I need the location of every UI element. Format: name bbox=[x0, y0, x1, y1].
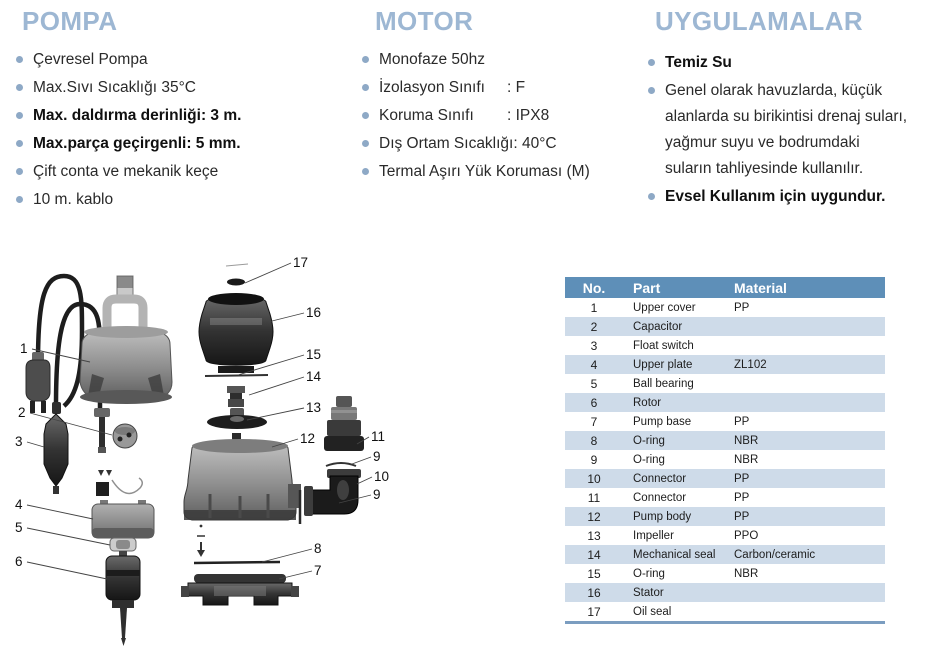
plug-part bbox=[26, 352, 50, 413]
cell-material: NBR bbox=[734, 567, 759, 580]
spec-text: Monofaze 50hz bbox=[379, 51, 485, 68]
spec-item bbox=[362, 162, 642, 181]
diagram-callout-8: 8 bbox=[314, 541, 322, 556]
bullet-icon bbox=[648, 193, 655, 200]
diagram-callout-14: 14 bbox=[306, 369, 322, 384]
section-pompa bbox=[16, 6, 346, 218]
spec-item bbox=[362, 50, 642, 69]
float-switch-part bbox=[44, 402, 68, 494]
cell-part: Connector bbox=[633, 491, 687, 504]
parts-table-header bbox=[565, 277, 885, 298]
spec-text: Dış Ortam Sıcaklığı: 40°C bbox=[379, 135, 557, 152]
bullet-icon bbox=[16, 140, 23, 147]
callout-leader-line bbox=[247, 408, 304, 420]
parts-table-body bbox=[565, 298, 885, 621]
cell-material: ZL102 bbox=[734, 358, 767, 371]
table-row bbox=[565, 317, 885, 336]
diagram-callout-5: 5 bbox=[15, 520, 23, 535]
spec-item bbox=[648, 78, 910, 182]
bullet-icon bbox=[16, 112, 23, 119]
rotor-part bbox=[106, 551, 140, 646]
cell-no: 3 bbox=[590, 338, 598, 353]
cell-part: Rotor bbox=[633, 396, 662, 409]
diagram-callout-10: 10 bbox=[374, 469, 390, 484]
impeller-part bbox=[207, 408, 267, 440]
diagram-callout-16: 16 bbox=[306, 305, 322, 320]
cell-part: Upper cover bbox=[633, 301, 696, 314]
cell-part: Capacitor bbox=[633, 320, 683, 333]
cell-material: PP bbox=[734, 510, 750, 523]
upper-plate-part bbox=[92, 500, 154, 538]
bullet-icon bbox=[16, 168, 23, 175]
diagram-callout-17: 17 bbox=[293, 255, 309, 270]
upper-cover-part bbox=[80, 276, 172, 404]
diagram-callout-1: 1 bbox=[20, 341, 28, 356]
bullet-icon bbox=[362, 140, 369, 147]
cell-part: Ball bearing bbox=[633, 377, 694, 390]
table-row bbox=[565, 431, 885, 450]
cell-part: Upper plate bbox=[633, 358, 693, 371]
spec-text: Çevresel Pompa bbox=[33, 51, 148, 68]
spec-text: Evsel Kullanım için uygundur. bbox=[665, 188, 886, 205]
o-ring-8 bbox=[194, 562, 280, 563]
table-row bbox=[565, 526, 885, 545]
header-part: Part bbox=[633, 279, 661, 296]
bullet-icon bbox=[16, 196, 23, 203]
motor-title: MOTOR bbox=[375, 6, 474, 36]
callout-leader-line bbox=[245, 263, 291, 283]
cell-part: Pump base bbox=[633, 415, 692, 428]
cell-part: Pump body bbox=[633, 510, 692, 523]
table-row bbox=[565, 564, 885, 583]
pump-body-part bbox=[184, 439, 301, 520]
diagram-callout-12: 12 bbox=[300, 431, 316, 446]
cell-material: PP bbox=[734, 415, 750, 428]
table-row bbox=[565, 355, 885, 374]
spec-value: : IPX8 bbox=[507, 107, 550, 124]
section-uygulamalar bbox=[648, 6, 910, 212]
spec-item bbox=[362, 106, 642, 125]
callout-leader-line bbox=[262, 549, 312, 562]
table-row bbox=[565, 545, 885, 564]
callout-leader-line bbox=[27, 505, 93, 519]
spec-text: Max.parça geçirgenli: 5 mm. bbox=[33, 135, 241, 152]
cell-no: 16 bbox=[587, 585, 601, 600]
bullet-icon bbox=[362, 84, 369, 91]
cell-no: 5 bbox=[590, 376, 598, 391]
table-row bbox=[565, 507, 885, 526]
cell-no: 15 bbox=[587, 566, 601, 581]
small-hardware bbox=[96, 470, 142, 496]
spec-item bbox=[16, 106, 346, 125]
cell-part: O-ring bbox=[633, 434, 665, 447]
o-ring-9a bbox=[326, 463, 356, 466]
spec-text: Genel olarak havuzlarda, küçük alanlarda su birikintisi drenaj suları, yağmur suyu ve bodrumdaki suların tahliyesinde kullanılır. bbox=[665, 82, 908, 177]
table-row bbox=[565, 412, 885, 431]
bullet-icon bbox=[362, 168, 369, 175]
pompa-list bbox=[16, 50, 346, 209]
header-no: No. bbox=[582, 279, 606, 296]
spec-item bbox=[16, 190, 346, 209]
spec-text: Termal Aşırı Yük Koruması (M) bbox=[379, 163, 590, 180]
spec-text: Çift conta ve mekanik keçe bbox=[33, 163, 219, 180]
bullet-icon bbox=[16, 56, 23, 63]
cell-part: Float switch bbox=[633, 339, 694, 352]
cell-no: 1 bbox=[590, 300, 598, 315]
stator-part bbox=[199, 293, 273, 373]
table-row bbox=[565, 602, 885, 621]
bullet-icon bbox=[362, 112, 369, 119]
spec-item bbox=[16, 78, 346, 97]
bullet-icon bbox=[362, 56, 369, 63]
diagram-callout-9: 9 bbox=[373, 449, 381, 464]
spec-text: Koruma Sınıfı bbox=[379, 107, 474, 124]
cell-no: 12 bbox=[587, 509, 601, 524]
ball-bearing-part bbox=[110, 538, 136, 551]
cell-part: Impeller bbox=[633, 529, 674, 542]
cell-part: O-ring bbox=[633, 567, 665, 580]
cell-no: 17 bbox=[587, 604, 601, 619]
cell-material: NBR bbox=[734, 434, 759, 447]
fastener-marks bbox=[197, 525, 205, 557]
diagram-callout-11: 11 bbox=[371, 429, 386, 444]
parts-table bbox=[565, 277, 885, 624]
callout-leader-line bbox=[27, 562, 107, 579]
spec-text: Temiz Su bbox=[665, 54, 732, 71]
spec-text: Max.Sıvı Sıcaklığı 35°C bbox=[33, 79, 196, 96]
table-row bbox=[565, 583, 885, 602]
elbow-connector-part bbox=[304, 469, 361, 516]
cell-no: 7 bbox=[590, 414, 598, 429]
bullet-icon bbox=[648, 87, 655, 94]
oil-seal-part bbox=[226, 264, 248, 286]
table-row bbox=[565, 488, 885, 507]
uygulamalar-title: UYGULAMALAR bbox=[655, 6, 864, 36]
table-row bbox=[565, 469, 885, 488]
cell-no: 9 bbox=[590, 452, 598, 467]
callout-leader-line bbox=[27, 442, 44, 447]
table-row bbox=[565, 336, 885, 355]
mechanical-seal-part bbox=[227, 386, 245, 407]
spec-item bbox=[648, 184, 910, 210]
bullet-icon bbox=[16, 84, 23, 91]
cell-material: PP bbox=[734, 491, 750, 504]
diagram-callout-4: 4 bbox=[15, 497, 23, 512]
o-ring-15 bbox=[205, 375, 268, 376]
motor-list bbox=[362, 50, 642, 181]
spec-item bbox=[16, 162, 346, 181]
cell-no: 6 bbox=[590, 395, 598, 410]
cell-no: 2 bbox=[590, 319, 598, 334]
diagram-callout-13: 13 bbox=[306, 400, 322, 415]
spec-text: İzolasyon Sınıfı bbox=[379, 79, 485, 96]
cell-no: 8 bbox=[590, 433, 598, 448]
callout-leader-line bbox=[357, 477, 372, 484]
cell-no: 11 bbox=[587, 490, 601, 505]
spec-item bbox=[16, 50, 346, 69]
cell-part: Oil seal bbox=[633, 605, 672, 618]
capacitor-part bbox=[94, 408, 137, 453]
cell-no: 14 bbox=[587, 547, 601, 562]
connector-11-part bbox=[324, 396, 364, 451]
spec-item bbox=[362, 134, 642, 153]
diagram-callout-6: 6 bbox=[15, 554, 23, 569]
bullet-icon bbox=[648, 59, 655, 66]
spec-value: : F bbox=[507, 79, 526, 96]
cell-part: Mechanical seal bbox=[633, 548, 716, 561]
cell-part: O-ring bbox=[633, 453, 665, 466]
table-row bbox=[565, 450, 885, 469]
header-material: Material bbox=[734, 279, 787, 296]
cell-material: PP bbox=[734, 472, 750, 485]
table-row bbox=[565, 298, 885, 317]
table-row bbox=[565, 374, 885, 393]
callout-leader-line bbox=[352, 457, 371, 464]
diagram-callout-7: 7 bbox=[314, 563, 322, 578]
cell-no: 13 bbox=[587, 528, 601, 543]
diagram-callout-2: 2 bbox=[18, 405, 26, 420]
cell-material: Carbon/ceramic bbox=[734, 548, 816, 561]
cell-part: Stator bbox=[633, 586, 664, 599]
table-row bbox=[565, 393, 885, 412]
diagram-callout-9: 9 bbox=[373, 487, 381, 502]
callout-leader-line bbox=[249, 377, 304, 395]
exploded-diagram bbox=[0, 236, 560, 656]
diagram-callout-15: 15 bbox=[306, 347, 322, 362]
pompa-title: POMPA bbox=[22, 6, 118, 36]
spec-text: Max. daldırma derinliği: 3 m. bbox=[33, 107, 242, 124]
callout-leader-line bbox=[268, 313, 304, 322]
cell-material: PPO bbox=[734, 529, 759, 542]
diagram-callout-3: 3 bbox=[15, 434, 23, 449]
spec-item bbox=[362, 78, 642, 97]
spec-item bbox=[16, 134, 346, 153]
cell-material: PP bbox=[734, 301, 750, 314]
spec-item bbox=[648, 50, 910, 76]
cell-material: NBR bbox=[734, 453, 759, 466]
cell-part: Connector bbox=[633, 472, 687, 485]
uygulamalar-list bbox=[648, 50, 910, 210]
cell-no: 4 bbox=[590, 357, 598, 372]
spec-text: 10 m. kablo bbox=[33, 191, 114, 208]
section-motor bbox=[362, 6, 642, 190]
cell-no: 10 bbox=[587, 471, 601, 486]
